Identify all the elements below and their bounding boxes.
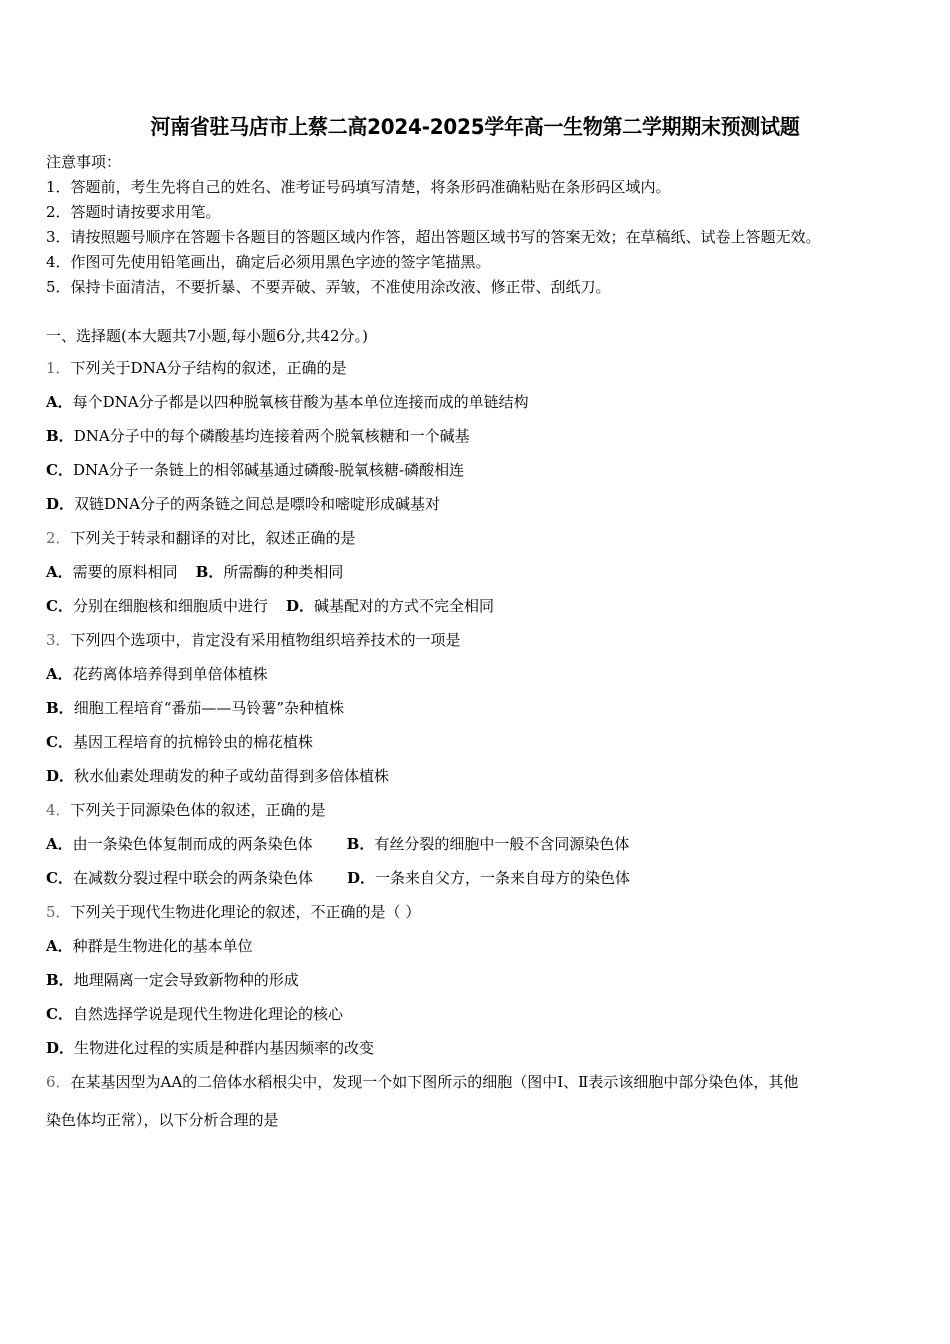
option-label: B． (46, 971, 74, 989)
notice-item: 5．保持卡面清洁，不要折暴、不要弄破、弄皱，不准使用涂改液、修正带、刮纸刀。 (46, 278, 611, 296)
option-a (46, 392, 529, 412)
option-text: 在减数分裂过程中联会的两条染色体 (72, 869, 313, 887)
option-a (46, 936, 253, 956)
option-label: A． (46, 393, 73, 411)
option-label: D． (46, 1039, 75, 1057)
option-text: 每个DNA分子都是以四种脱氧核苷酸为基本单位连接而成的单链结构 (72, 393, 529, 411)
notice-item: 2．答题时请按要求用笔。 (46, 203, 221, 221)
option-label: B． (46, 699, 74, 717)
question-stem: 染色体均正常），以下分析合理的是 (46, 1111, 279, 1129)
option-label: C． (46, 461, 73, 479)
option-text: 秋水仙素处理萌发的种子或幼苗得到多倍体植株 (74, 767, 390, 785)
question-5 (46, 902, 420, 922)
option-text: 种群是生物进化的基本单位 (72, 937, 253, 955)
option-row-ab (46, 834, 629, 854)
option-c (46, 732, 313, 752)
option-label: C． (46, 733, 73, 751)
notice-item: 4．作图可先使用铅笔画出，确定后必须用黑色字迹的签字笔描黑。 (46, 253, 491, 271)
option-text: 由一条染色体复制而成的两条染色体 (72, 835, 313, 853)
question-stem: 下列四个选项中，肯定没有采用植物组织培养技术的一项是 (70, 631, 461, 649)
question-4 (46, 800, 326, 820)
question-number: 2． (46, 529, 71, 547)
question-number: 1． (46, 359, 71, 377)
option-c (46, 460, 464, 480)
option-label: B． (46, 427, 74, 445)
option-label: A． (46, 835, 73, 853)
question-6 (46, 1072, 798, 1092)
question-number: 4． (46, 801, 71, 819)
question-2 (46, 528, 356, 548)
option-c (46, 1004, 343, 1024)
option-row-cd (46, 868, 630, 888)
option-text: 自然选择学说是现代生物进化理论的核心 (72, 1005, 343, 1023)
option-row-ab (46, 562, 343, 582)
option-b (46, 426, 470, 446)
question-number: 6． (46, 1073, 71, 1091)
option-label: B． (346, 835, 375, 853)
option-text: 有丝分裂的细胞中一般不含同源染色体 (374, 835, 630, 853)
question-3 (46, 630, 461, 650)
option-text: 细胞工程培育“番茄——马铃薯”杂种植株 (73, 699, 345, 717)
question-number: 3． (46, 631, 71, 649)
question-stem: 下列关于同源染色体的叙述，正确的是 (70, 801, 326, 819)
option-text: 双链DNA分子的两条链之间总是嘌呤和嘧啶形成碱基对 (74, 495, 441, 513)
option-text: 花药离体培养得到单倍体植株 (72, 665, 268, 683)
option-label: A． (46, 937, 73, 955)
option-label: D． (46, 767, 75, 785)
option-label: A． (46, 665, 73, 683)
question-stem: 在某基因型为AA的二倍体水稻根尖中，发现一个如下图所示的细胞（图中Ⅰ、Ⅱ表示该细胞中部分染色体，其他 (70, 1073, 799, 1091)
notice-item: 1．答题前，考生先将自己的姓名、准考证号码填写清楚，将条形码准确粘贴在条形码区域内。 (46, 178, 671, 196)
question-stem: 下列关于转录和翻译的对比，叙述正确的是 (70, 529, 356, 547)
option-text: 碱基配对的方式不完全相同 (313, 597, 494, 615)
page-title: 河南省驻马店市上蔡二高2024-2025学年高一生物第二学期期末预测试题 (150, 115, 800, 139)
option-label: C． (46, 869, 73, 887)
option-label: D． (285, 597, 314, 615)
option-text: 所需酶的种类相同 (223, 563, 344, 581)
option-d (46, 1038, 374, 1058)
question-stem: 下列关于现代生物进化理论的叙述，不正确的是（ ） (70, 903, 421, 921)
question-stem: 下列关于DNA分子结构的叙述，正确的是 (70, 359, 347, 377)
option-b (46, 698, 344, 718)
option-row-cd (46, 596, 494, 616)
question-6-continued (46, 1110, 279, 1130)
option-label: C． (46, 1005, 73, 1023)
option-text: DNA分子一条链上的相邻碱基通过磷酸-脱氧核糖-磷酸相连 (72, 461, 465, 479)
option-b (46, 970, 299, 990)
option-d (46, 494, 440, 514)
option-text: 需要的原料相同 (72, 563, 178, 581)
option-d (46, 766, 389, 786)
option-label: B． (195, 563, 224, 581)
option-text: 地理隔离一定会导致新物种的形成 (73, 971, 299, 989)
option-text: 分别在细胞核和细胞质中进行 (72, 597, 268, 615)
option-text: 一条来自父方，一条来自母方的染色体 (374, 869, 630, 887)
notice-item: 3．请按照题号顺序在答题卡各题目的答题区域内作答，超出答题区域书写的答案无效；在草稿纸、试卷上答题无效。 (46, 228, 821, 246)
question-1 (46, 358, 347, 378)
section-heading: 一、选择题(本大题共7小题,每小题6分,共42分。) (46, 327, 368, 345)
option-label: A． (46, 563, 73, 581)
option-label: D． (346, 869, 375, 887)
option-text: 生物进化过程的实质是种群内基因频率的改变 (74, 1039, 375, 1057)
option-text: DNA分子中的每个磷酸基均连接着两个脱氧核糖和一个碱基 (73, 427, 470, 445)
option-label: C． (46, 597, 73, 615)
notice-heading: 注意事项： (46, 153, 122, 171)
option-text: 基因工程培育的抗棉铃虫的棉花植株 (72, 733, 313, 751)
option-label: D． (46, 495, 75, 513)
question-number: 5． (46, 903, 71, 921)
option-a (46, 664, 268, 684)
